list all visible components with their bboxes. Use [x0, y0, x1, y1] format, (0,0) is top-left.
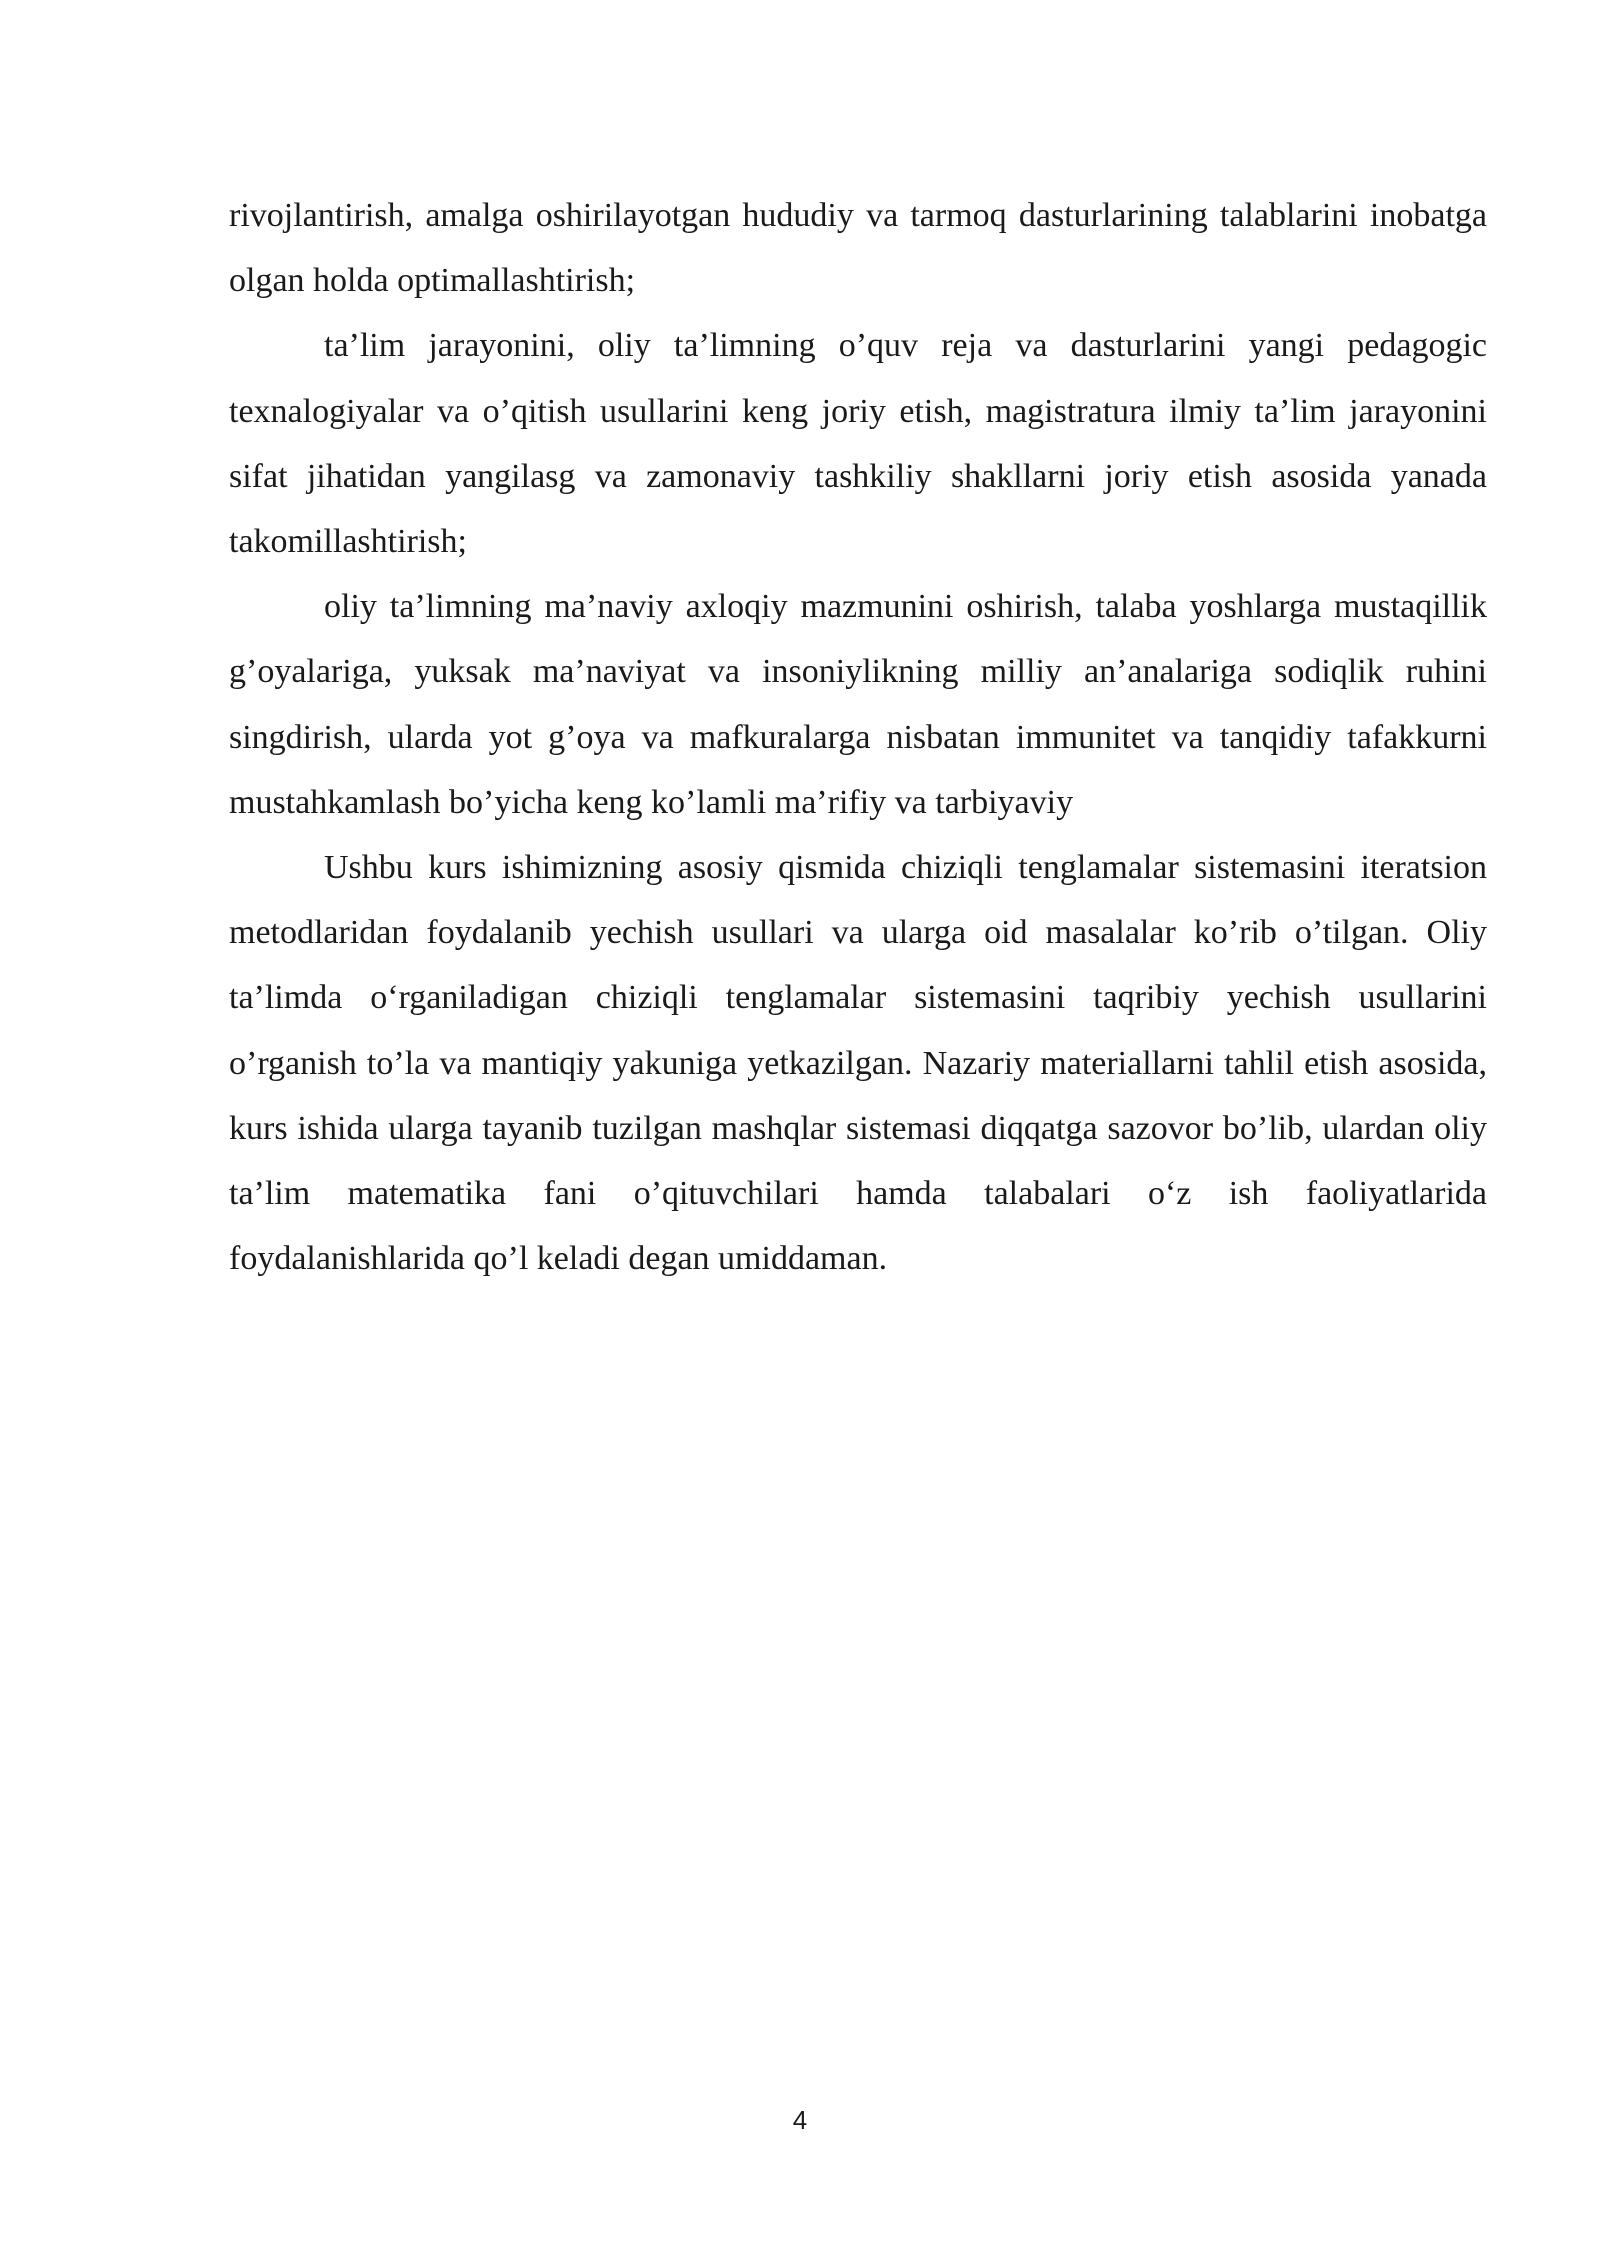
paragraph-teaching-process: ta’lim jarayonini, oliy ta’limning o’quv reja va dasturlarini yangi pedagogic texnalogiyalar va o’qitish usullarini keng joriy etish, magistratura ilmiy ta’lim jarayonini sifat jihatidan yangilasg va zamonaviy tashkiliy shakllarni joriy etish asosida yanada takomillashtirish;: [229, 327, 1487, 561]
body-text: [229, 183, 1487, 1291]
paragraph-spiritual-content: oliy ta’limning ma’naviy axloqiy mazmunini oshirish, talaba yoshlarga mustaqillik g’oyalariga, yuksak ma’naviyat va insoniylikning milliy an’analariga sodiqlik ruhini singdirish, ularda yot g’oya va mafkuralarga nisbatan immunitet va tanqidiy tafakkurni mustahkamlash bo’yicha keng ko’lamli ma’rifiy va tarbiyaviy: [229, 588, 1487, 821]
paragraph-course-work-summary: Ushbu kurs ishimizning asosiy qismida chiziqli tenglamalar sistemasini iteratsion metodlaridan foydalanib yechish usullari va ularga oid masalalar ko’rib o’tilgan. Oliy ta’limda o‘rganiladigan chiziqli tenglamalar sistemasini taqribiy yechish usullarini o’rganish to’la va mantiqiy yakuniga yetkazilgan. Nazariy materiallarni tahlil etish asosida, kurs ishida ularga tayanib tuzilgan mashqlar sistemasi diqqatga sazovor bo’lib, ulardan oliy ta’lim matematika fani o’qituvchilari hamda talabalari o‘z ish faoliyatlarida foydalanishlarida qo’l keladi degan umiddaman.: [229, 849, 1487, 1278]
paragraph-continuation: rivojlantirish, amalga oshirilayotgan hududiy va tarmoq dasturlarining talablarini inobatga olgan holda optimallashtirish;: [229, 197, 1487, 300]
page-number: 4: [792, 2105, 808, 2135]
